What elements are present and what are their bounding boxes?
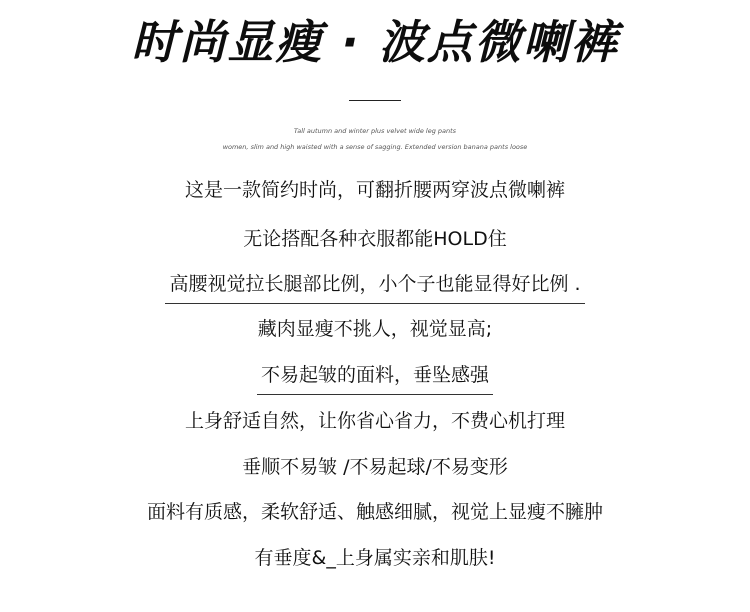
- description-line-1: [0, 177, 750, 203]
- description-line-9: [0, 545, 750, 571]
- description-line-2-text: 无论搭配各种衣服都能HOLD住: [243, 228, 507, 250]
- description-line-3-text: 高腰视觉拉长腿部比例，小个子也能显得好比例 .: [165, 271, 584, 304]
- english-subtitle-line-1: Tall autumn and winter plus velvet wide leg pants: [293, 127, 457, 135]
- english-subtitle-line-2: women, slim and high waisted with a sense of sagging. Extended version banana pants loose: [222, 143, 528, 151]
- description-line-8: [0, 499, 750, 525]
- description-line-5-text: 不易起皱的面料，垂坠感强: [257, 362, 493, 395]
- description-line-2: [0, 226, 750, 252]
- description-line-4-text: 藏肉显瘦不挑人，视觉显高;: [257, 318, 493, 340]
- description-line-7: [0, 454, 750, 480]
- description-line-1-text: 这是一款简约时尚，可翻折腰两穿波点微喇裤: [184, 179, 565, 201]
- description-line-8-text: 面料有质感，柔软舒适、触感细腻，视觉上显瘦不臃肿: [146, 501, 603, 523]
- description-line-6: [0, 408, 750, 434]
- description-line-3: [0, 271, 750, 304]
- description-line-6-text: 上身舒适自然，让你省心省力，不费心机打理: [184, 410, 565, 432]
- description-line-9-text: 有垂度&_上身属实亲和肌肤!: [254, 547, 496, 569]
- title-divider: [349, 100, 401, 101]
- page-title: 时尚显瘦 · 波点微喇裤: [131, 15, 619, 69]
- description-line-4: [0, 316, 750, 342]
- description-line-7-text: 垂顺不易皱 /不易起球/不易变形: [242, 456, 508, 478]
- description-line-5: [0, 362, 750, 395]
